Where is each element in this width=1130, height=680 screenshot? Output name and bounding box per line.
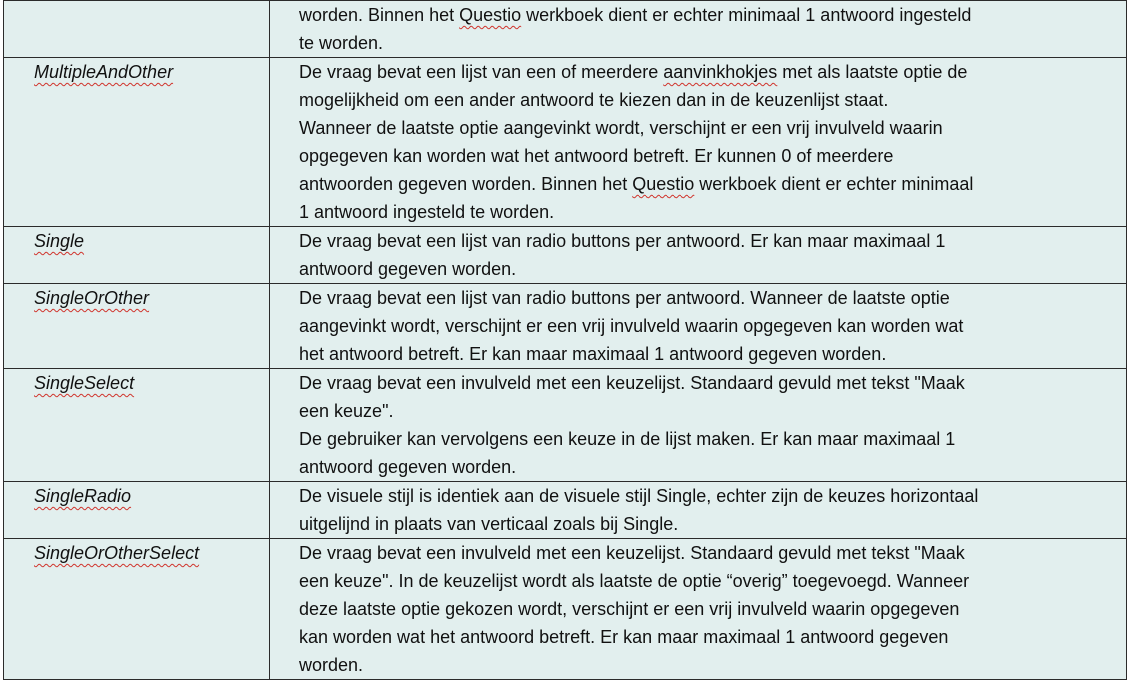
- table-row: [4, 284, 1127, 369]
- description-line: [299, 510, 1114, 538]
- description-line: [299, 425, 1114, 453]
- table-row: [4, 1, 1127, 58]
- question-type-cell: [4, 284, 270, 369]
- description-line: [299, 114, 1114, 142]
- description-line: [299, 284, 1114, 312]
- description-text: een keuze".: [299, 401, 394, 421]
- description-line: [299, 651, 1114, 679]
- description-line: [299, 255, 1114, 283]
- description-text: 1 antwoord ingesteld te worden.: [299, 202, 555, 222]
- description-cell: [270, 58, 1127, 227]
- description-text: mogelijkheid om een ander antwoord te kiezen dan in de keuzenlijst staat.: [299, 90, 889, 110]
- question-type-cell: [4, 58, 270, 227]
- description-text: deze laatste optie gekozen wordt, verschijnt er een vrij invulveld waarin opgegeven: [299, 599, 960, 619]
- question-type-label: SingleOrOther: [34, 288, 150, 308]
- question-type-label: SingleRadio: [34, 486, 132, 506]
- description-cell: [270, 482, 1127, 539]
- description-text: antwoord gegeven worden.: [299, 457, 517, 477]
- table-row: [4, 58, 1127, 227]
- description-text: een keuze". In de keuzelijst wordt als laatste de optie “overig” toegevoegd. Wanneer: [299, 571, 970, 591]
- spellcheck-word: Questio: [632, 174, 695, 194]
- description-text: worden.: [299, 655, 364, 675]
- description-line: [299, 623, 1114, 651]
- description-text: uitgelijnd in plaats van verticaal zoals bij Single.: [299, 514, 679, 534]
- spellcheck-word: aanvinkhokjes: [663, 62, 778, 82]
- description-text: aangevinkt wordt, verschijnt er een vrij invulveld waarin opgegeven kan worden wat: [299, 316, 964, 336]
- table-row: [4, 539, 1127, 680]
- description-text: het antwoord betreft. Er kan maar maximaal 1 antwoord gegeven worden.: [299, 344, 887, 364]
- description-line: [299, 198, 1114, 226]
- description-cell: [270, 284, 1127, 369]
- table-row: [4, 227, 1127, 284]
- description-line: [299, 539, 1114, 567]
- description-text: De visuele stijl is identiek aan de visuele stijl Single, echter zijn de keuzes horizontaal: [299, 486, 979, 506]
- question-type-cell: [4, 1, 270, 58]
- description-text: De vraag bevat een invulveld met een keuzelijst. Standaard gevuld met tekst "Maak: [299, 543, 965, 563]
- description-line: [299, 170, 1114, 198]
- question-type-label: MultipleAndOther: [34, 62, 174, 82]
- description-cell: [270, 369, 1127, 482]
- description-line: [299, 397, 1114, 425]
- description-text: Wanneer de laatste optie aangevinkt wordt, verschijnt er een vrij invulveld waarin: [299, 118, 943, 138]
- description-text: met als laatste optie de: [777, 62, 968, 82]
- description-text: antwoorden gegeven worden. Binnen het: [299, 174, 633, 194]
- description-line: [299, 567, 1114, 595]
- question-type-cell: [4, 539, 270, 680]
- table-row: [4, 482, 1127, 539]
- description-line: [299, 369, 1114, 397]
- description-line: [299, 86, 1114, 114]
- question-type-label: SingleSelect: [34, 373, 135, 393]
- description-cell: [270, 227, 1127, 284]
- description-cell: [270, 1, 1127, 58]
- description-line: [299, 482, 1114, 510]
- description-text: antwoord gegeven worden.: [299, 259, 517, 279]
- description-line: [299, 58, 1114, 86]
- description-line: [299, 340, 1114, 368]
- description-line: [299, 142, 1114, 170]
- description-text: kan worden wat het antwoord betreft. Er kan maar maximaal 1 antwoord gegeven: [299, 627, 949, 647]
- description-text: opgegeven kan worden wat het antwoord betreft. Er kunnen 0 of meerdere: [299, 146, 894, 166]
- description-text: werkboek dient er echter minimaal 1 antwoord ingesteld: [521, 5, 972, 25]
- description-line: [299, 595, 1114, 623]
- table-body: [4, 1, 1127, 680]
- description-text: De vraag bevat een lijst van radio buttons per antwoord. Er kan maar maximaal 1: [299, 231, 946, 251]
- question-type-table: [3, 0, 1127, 680]
- description-text: De vraag bevat een lijst van een of meerdere: [299, 62, 664, 82]
- description-text: De vraag bevat een lijst van radio buttons per antwoord. Wanneer de laatste optie: [299, 288, 950, 308]
- description-cell: [270, 539, 1127, 680]
- description-text: te worden.: [299, 33, 384, 53]
- spellcheck-word: Questio: [459, 5, 522, 25]
- question-type-label: SingleOrOtherSelect: [34, 543, 200, 563]
- description-text: werkboek dient er echter minimaal: [694, 174, 974, 194]
- description-line: [299, 1, 1114, 29]
- description-line: [299, 453, 1114, 481]
- description-text: De gebruiker kan vervolgens een keuze in de lijst maken. Er kan maar maximaal 1: [299, 429, 956, 449]
- description-text: De vraag bevat een invulveld met een keuzelijst. Standaard gevuld met tekst "Maak: [299, 373, 965, 393]
- table-row: [4, 369, 1127, 482]
- description-text: worden. Binnen het: [299, 5, 460, 25]
- description-line: [299, 29, 1114, 57]
- description-line: [299, 312, 1114, 340]
- description-line: [299, 227, 1114, 255]
- question-type-label: Single: [34, 231, 85, 251]
- question-type-cell: [4, 369, 270, 482]
- question-type-cell: [4, 227, 270, 284]
- question-type-cell: [4, 482, 270, 539]
